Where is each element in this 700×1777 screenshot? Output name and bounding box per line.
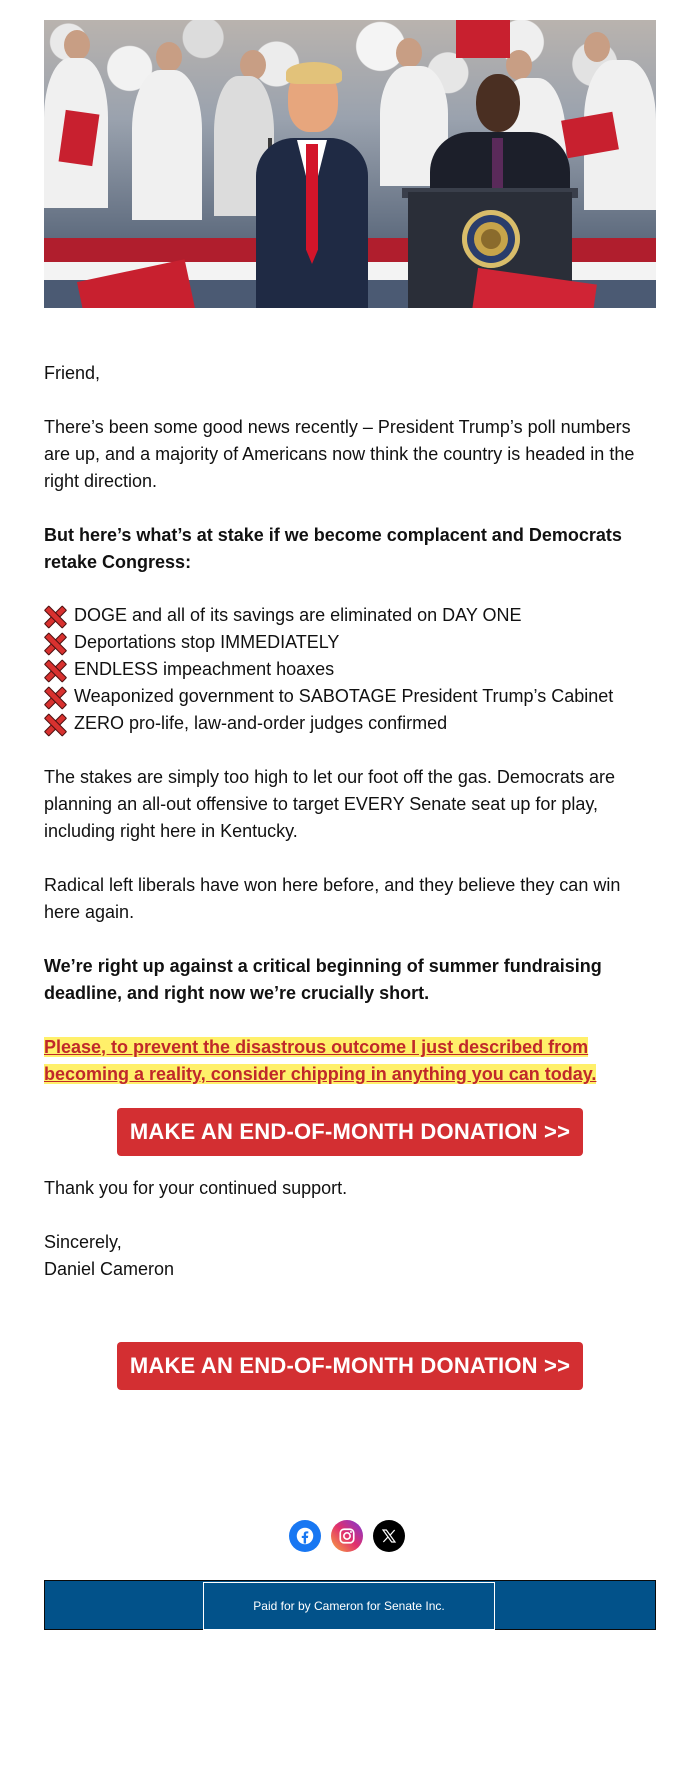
footer-bar: [44, 1580, 656, 1630]
cross-mark-icon: [44, 633, 64, 653]
list-item: ENDLESS impeachment hoaxes: [44, 656, 656, 683]
donate-button[interactable]: MAKE AN END-OF-MONTH DONATION >>: [117, 1108, 583, 1156]
greeting: Friend,: [44, 363, 101, 383]
instagram-icon[interactable]: [331, 1520, 363, 1552]
list-item: ZERO pro-life, law-and-order judges confirmed: [44, 710, 656, 737]
cross-mark-icon: [44, 714, 64, 734]
radical-left-paragraph: Radical left liberals have won here before, and they believe they can win here again.: [44, 875, 621, 922]
x-icon[interactable]: [373, 1520, 405, 1552]
paid-for-disclaimer: Paid for by Cameron for Senate Inc.: [203, 1582, 495, 1630]
signature: Daniel Cameron: [44, 1259, 175, 1279]
signoff: Sincerely,: [44, 1232, 122, 1252]
cross-mark-icon: [44, 660, 64, 680]
list-item: Deportations stop IMMEDIATELY: [44, 629, 656, 656]
intro-paragraph: There’s been some good news recently – President Trump’s poll numbers are up, and a majority of Americans now think the country is headed in the right direction.: [44, 417, 635, 491]
hero-image: [44, 20, 656, 308]
social-links: [289, 1520, 405, 1552]
cross-mark-icon: [44, 687, 64, 707]
stakes-list: [44, 602, 656, 737]
stakes-heading: But here’s what’s at stake if we become complacent and Democrats retake Congress:: [44, 525, 622, 572]
cross-mark-icon: [44, 606, 64, 626]
deadline-paragraph: We’re right up against a critical beginning of summer fundraising deadline, and right now we’re crucially short.: [44, 956, 602, 1003]
facebook-icon[interactable]: [289, 1520, 321, 1552]
donate-button-bottom[interactable]: MAKE AN END-OF-MONTH DONATION >>: [117, 1342, 583, 1390]
donation-appeal-link[interactable]: Please, to prevent the disastrous outcome I just described from becoming a reality, consider chipping in anything you can today.: [44, 1037, 597, 1084]
list-item: Weaponized government to SABOTAGE President Trump’s Cabinet: [44, 683, 656, 710]
list-item: DOGE and all of its savings are eliminated on DAY ONE: [44, 602, 656, 629]
thank-you-text: Thank you for your continued support.: [44, 1178, 348, 1198]
stakes-paragraph: The stakes are simply too high to let our foot off the gas. Democrats are planning an all-out offensive to target EVERY Senate seat up for play, including right here in Kentucky.: [44, 767, 615, 841]
